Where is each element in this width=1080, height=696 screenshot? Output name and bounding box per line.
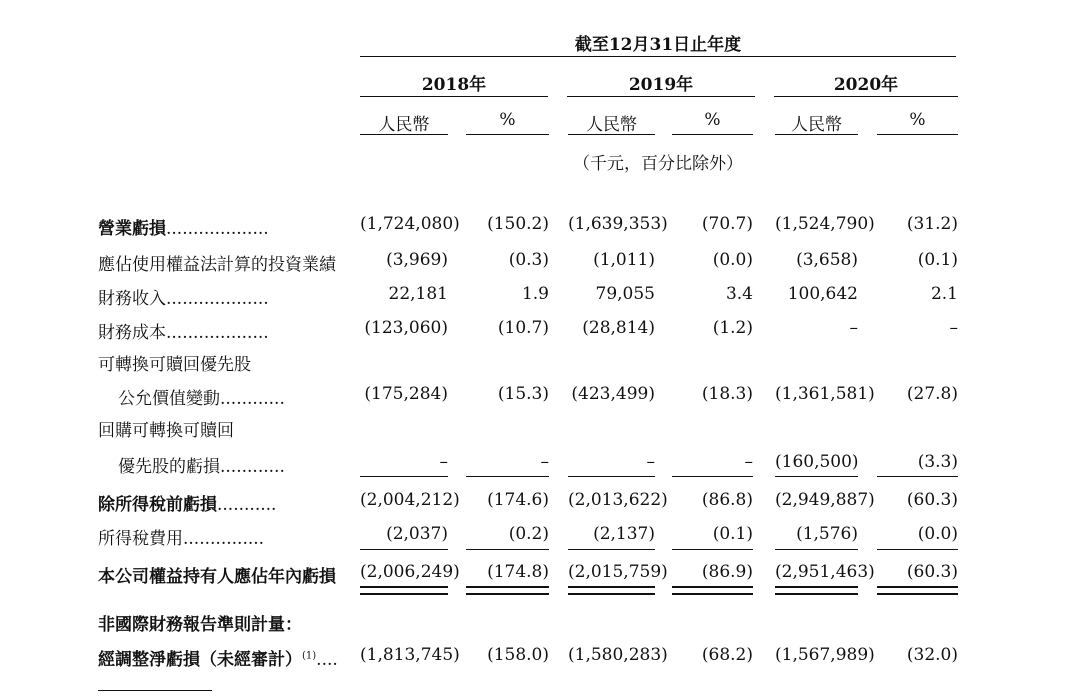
year-2019-header: 2019年 [628, 75, 694, 95]
subtotal-rule [877, 549, 958, 550]
value-cell: (160,500) [775, 452, 859, 472]
value-cell: (123,060) [364, 318, 448, 338]
value-cell: (1.2) [712, 318, 753, 338]
row-label: 應佔使用權益法計算的投資業績 [98, 255, 336, 275]
row-label: 營業虧損................... [98, 219, 269, 239]
row-label: 本公司權益持有人應佔年內虧損 [98, 567, 336, 587]
col-header-rmb-2018: 人民幣 [378, 115, 430, 135]
col-rule [568, 134, 655, 135]
value-cell: (0.2) [508, 524, 549, 544]
value-cell: (27.8) [906, 384, 958, 404]
row-label: 優先股的虧損............ [118, 457, 285, 477]
subtotal-rule [672, 549, 753, 550]
value-cell: (2,006,249) [360, 562, 460, 582]
total-double-rule [568, 586, 655, 595]
col-rule [672, 134, 753, 135]
value-cell: (0.1) [917, 250, 958, 270]
col-rule [775, 134, 858, 135]
subtotal-rule [568, 476, 655, 477]
value-cell: (0.1) [712, 524, 753, 544]
value-cell: (86.8) [701, 490, 753, 510]
subtotal-rule [775, 549, 858, 550]
col-header-pct-2020: % [909, 110, 926, 130]
value-cell: (1,361,581) [775, 384, 875, 404]
total-double-rule [466, 586, 549, 595]
value-cell: (2,015,759) [568, 562, 668, 582]
value-cell: (31.2) [906, 214, 958, 234]
value-cell: (0.3) [508, 250, 549, 270]
value-cell: (0.0) [917, 524, 958, 544]
value-cell: – [949, 318, 958, 338]
value-cell: (86.9) [701, 562, 753, 582]
value-cell: (158.0) [487, 645, 549, 665]
value-cell: – [540, 452, 549, 472]
value-cell: (174.8) [487, 562, 549, 582]
row-label: 回購可轉換可贖回 [98, 421, 234, 441]
year-2018-rule [360, 96, 548, 97]
subtotal-rule [672, 476, 753, 477]
value-cell: (2,004,212) [360, 490, 460, 510]
value-cell: (15.3) [497, 384, 549, 404]
col-rule [877, 134, 958, 135]
value-cell: (10.7) [497, 318, 549, 338]
row-label: 所得稅費用............... [98, 529, 265, 549]
value-cell: (60.3) [906, 490, 958, 510]
value-cell: (1,639,353) [568, 214, 668, 234]
col-header-pct-2019: % [704, 110, 721, 130]
unit-note: （千元，百分比除外） [573, 154, 743, 174]
value-cell: (1,524,790) [775, 214, 875, 234]
subtotal-rule [360, 476, 448, 477]
value-cell: (1,011) [593, 250, 655, 270]
year-2020-rule [774, 96, 958, 97]
value-cell: 22,181 [388, 284, 448, 304]
value-cell: (3,969) [386, 250, 448, 270]
value-cell: 79,055 [595, 284, 655, 304]
row-label: 財務收入................... [98, 289, 269, 309]
row-label: 財務成本................... [98, 323, 269, 343]
value-cell: – [849, 318, 858, 338]
value-cell: (2,949,887) [775, 490, 875, 510]
value-cell: – [744, 452, 753, 472]
row-label: 除所得稅前虧損........... [98, 495, 277, 515]
value-cell: (1,567,989) [775, 645, 875, 665]
total-double-rule [360, 586, 448, 595]
row-label: 可轉換可贖回優先股 [98, 355, 251, 375]
value-cell: (0.0) [712, 250, 753, 270]
value-cell: (2,951,463) [775, 562, 875, 582]
subtotal-rule [466, 549, 549, 550]
value-cell: (175,284) [364, 384, 448, 404]
subtotal-rule [877, 476, 958, 477]
row-label: 公允價值變動............ [118, 389, 285, 409]
value-cell: 2.1 [930, 284, 958, 304]
col-header-rmb-2020: 人民幣 [791, 115, 842, 135]
value-cell: 100,642 [787, 284, 858, 304]
col-header-rmb-2019: 人民幣 [586, 115, 637, 135]
header-rule [360, 56, 956, 57]
value-cell: (150.2) [487, 214, 549, 234]
value-cell: 1.9 [521, 284, 549, 304]
col-header-pct-2018: % [499, 110, 516, 130]
year-2020-header: 2020年 [833, 75, 899, 95]
year-2018-header: 2018年 [421, 75, 487, 95]
value-cell: (2,037) [386, 524, 448, 544]
value-cell: (3,658) [796, 250, 858, 270]
row-label: 經調整淨虧損（未經審計）$^{(1)}$.... [98, 650, 338, 670]
total-double-rule [672, 586, 753, 595]
value-cell: (70.7) [701, 214, 753, 234]
col-rule [360, 134, 448, 135]
total-double-rule [775, 586, 858, 595]
value-cell: (3.3) [917, 452, 958, 472]
period-header: 截至12月31日止年度 [574, 35, 742, 55]
value-cell: (2,137) [593, 524, 655, 544]
value-cell: (32.0) [906, 645, 958, 665]
value-cell: (423,499) [571, 384, 655, 404]
total-double-rule [877, 586, 958, 595]
value-cell: (174.6) [487, 490, 549, 510]
value-cell: (1,576) [796, 524, 858, 544]
subtotal-rule [775, 476, 858, 477]
col-rule [466, 134, 549, 135]
value-cell: – [439, 452, 448, 472]
value-cell: (1,813,745) [360, 645, 460, 665]
subtotal-rule [466, 476, 549, 477]
value-cell: (28,814) [582, 318, 655, 338]
row-label: 非國際財務報告準則計量： [98, 615, 302, 635]
value-cell: (68.2) [701, 645, 753, 665]
value-cell: 3.4 [725, 284, 753, 304]
subtotal-rule [360, 549, 448, 550]
value-cell: (60.3) [906, 562, 958, 582]
footnote-rule [98, 690, 212, 691]
subtotal-rule [568, 549, 655, 550]
value-cell: (1,724,080) [360, 214, 460, 234]
value-cell: – [646, 452, 655, 472]
value-cell: (1,580,283) [568, 645, 668, 665]
value-cell: (2,013,622) [568, 490, 668, 510]
value-cell: (18.3) [701, 384, 753, 404]
year-2019-rule [567, 96, 755, 97]
